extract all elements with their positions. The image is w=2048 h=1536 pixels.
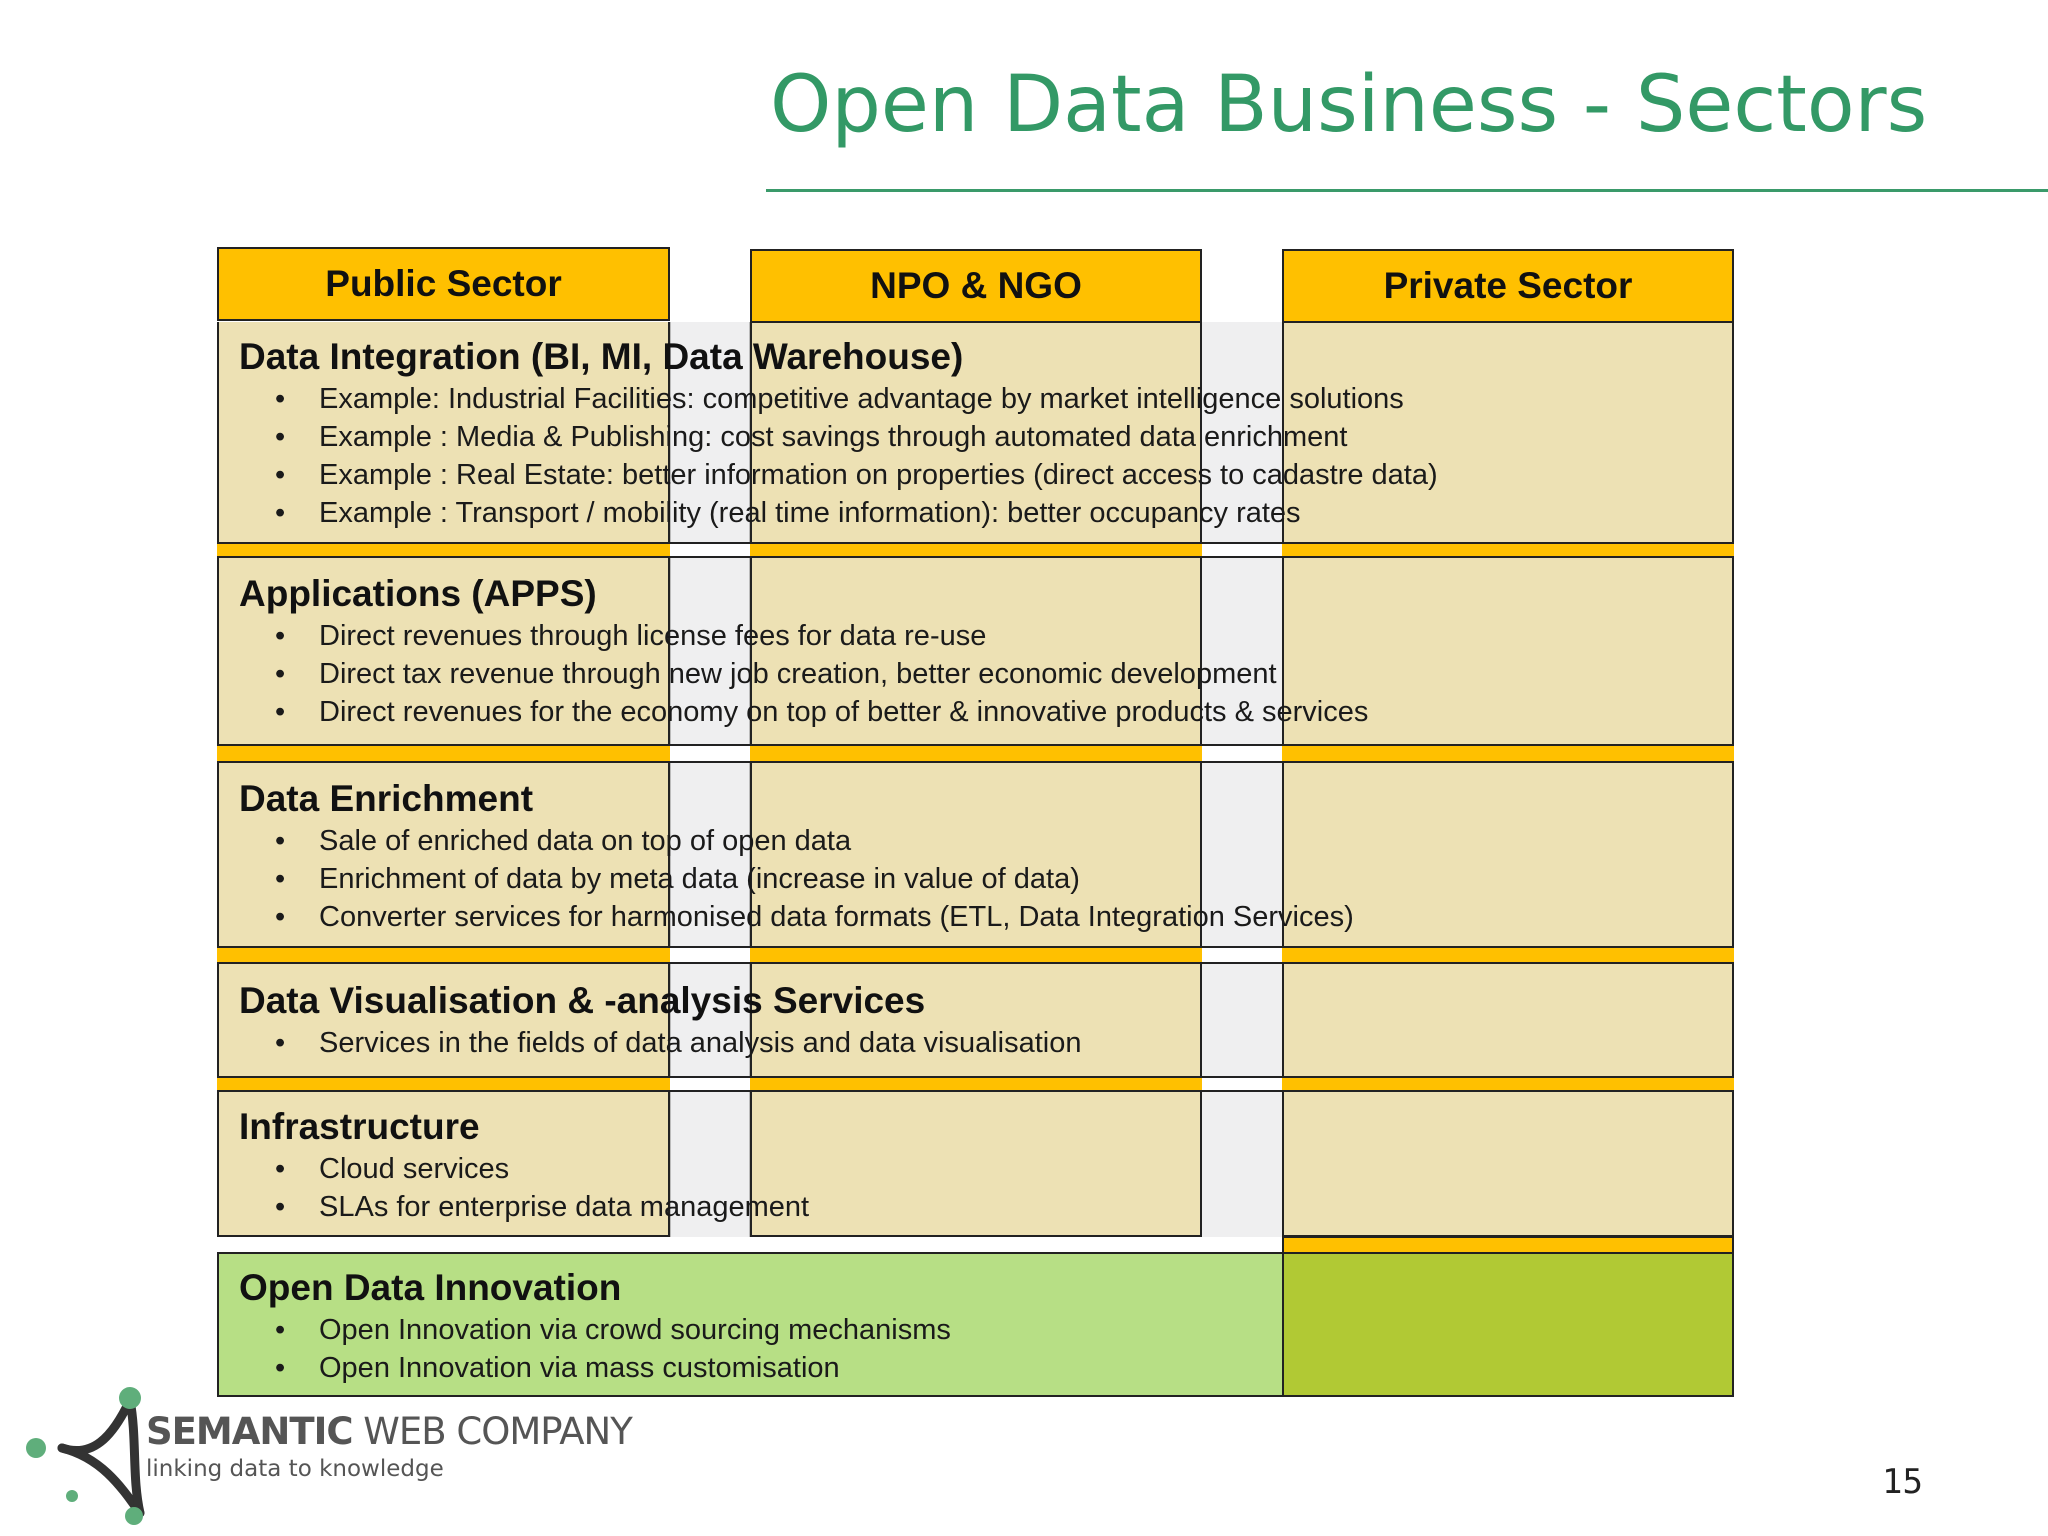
list-item: • Example : Real Estate: better information on properties (direct access to cadastre data) — [239, 456, 1732, 494]
section-heading: Applications (APPS) — [239, 573, 597, 614]
data-enrichment-section — [218, 776, 1732, 936]
list-item: • Services in the fields of data analysis and data visualisation — [239, 1024, 1732, 1062]
private-sector-cap — [1282, 1236, 1734, 1252]
logo-tagline: linking data to knowledge — [146, 1456, 444, 1482]
public-sector-header: Public Sector — [217, 247, 670, 321]
semantic-web-company-logo-icon — [22, 1378, 582, 1528]
list-item: • Direct revenues for the economy on top of better & innovative products & services — [239, 693, 1732, 731]
data-integration-section — [218, 334, 1732, 532]
list-item: • Open Innovation via crowd sourcing mechanisms — [239, 1311, 1732, 1349]
list-item: • Sale of enriched data on top of open data — [239, 822, 1732, 860]
infrastructure-section — [218, 1104, 1732, 1226]
logo-name-rest: WEB COMPANY — [352, 1410, 632, 1453]
logo-company-name — [146, 1410, 632, 1453]
open-data-innovation-section — [218, 1265, 1732, 1387]
logo-name-bold: SEMANTIC — [146, 1410, 353, 1453]
list-item: • Converter services for harmonised data formats (ETL, Data Integration Services) — [239, 898, 1732, 936]
list-item: • SLAs for enterprise data management — [239, 1188, 1732, 1226]
section-heading: Data Integration (BI, MI, Data Warehouse) — [239, 336, 964, 377]
slide-title: Open Data Business - Sectors — [770, 60, 1928, 150]
applications-section — [218, 571, 1732, 731]
private-sector-header: Private Sector — [1282, 249, 1734, 323]
list-item: • Enrichment of data by meta data (increase in value of data) — [239, 860, 1732, 898]
list-item: • Open Innovation via mass customisation — [239, 1349, 1732, 1387]
npo-ngo-header: NPO & NGO — [750, 249, 1202, 323]
list-item: • Direct revenues through license fees for data re-use — [239, 617, 1732, 655]
section-heading: Data Visualisation & -analysis Services — [239, 980, 926, 1021]
list-item: • Example : Transport / mobility (real time information): better occupancy rates — [239, 494, 1732, 532]
section-heading: Data Enrichment — [239, 778, 534, 819]
data-visualisation-section — [218, 978, 1732, 1062]
list-item: • Example: Industrial Facilities: competitive advantage by market intelligence solutions — [239, 380, 1732, 418]
list-item: • Example : Media & Publishing: cost savings through automated data enrichment — [239, 418, 1732, 456]
page-number: 15 — [1882, 1462, 1923, 1502]
title-underline — [766, 189, 2048, 192]
section-heading: Infrastructure — [239, 1106, 480, 1147]
list-item: • Direct tax revenue through new job creation, better economic development — [239, 655, 1732, 693]
list-item: • Cloud services — [239, 1150, 1732, 1188]
section-heading: Open Data Innovation — [239, 1267, 622, 1308]
